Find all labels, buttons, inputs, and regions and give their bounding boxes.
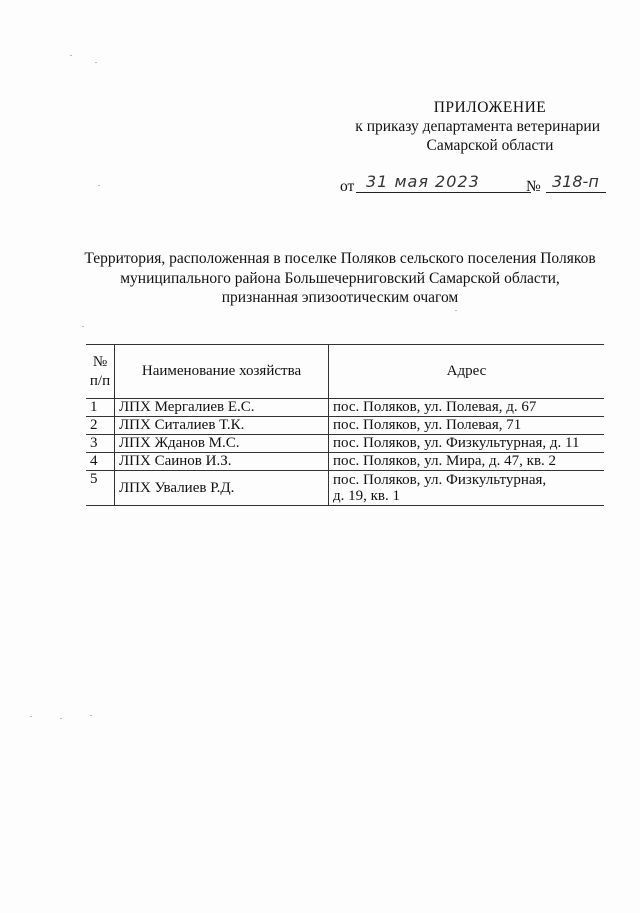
scan-speckle xyxy=(455,310,457,311)
heading-line-1: Территория, расположенная в поселке Поляков сельского поселения Поляков xyxy=(84,250,596,267)
row-number: 2 xyxy=(86,417,115,435)
row-address: пос. Поляков, ул. Физкультурная, д. 11 xyxy=(329,435,605,453)
row-farm-name: ЛПХ Увалиев Р.Д. xyxy=(115,471,329,506)
scan-speckle xyxy=(82,326,84,327)
row-address: пос. Поляков, ул. Мира, д. 47, кв. 2 xyxy=(329,453,605,471)
scan-speckle xyxy=(70,55,72,56)
row-farm-name: ЛПХ Мергалиев Е.С. xyxy=(115,399,329,417)
header-number-pp: п/п xyxy=(89,372,111,389)
row-number: 3 xyxy=(86,435,115,453)
table-row xyxy=(86,453,604,471)
table-row xyxy=(86,399,604,417)
order-date-handwritten: 31 мая 2023 xyxy=(356,172,531,193)
row-farm-name: ЛПХ Ситалиев Т.К. xyxy=(115,417,329,435)
row-number: 5 xyxy=(86,471,115,506)
header-address: Адрес xyxy=(329,345,605,399)
scan-speckle xyxy=(95,62,97,63)
header-number xyxy=(86,345,115,399)
document-heading xyxy=(70,249,610,308)
appendix-order-reference: к приказу департамента ветеринарии xyxy=(355,118,600,135)
row-address: пос. Поляков, ул. Полевая, д. 67 xyxy=(329,399,605,417)
scan-speckle xyxy=(98,185,100,186)
row-number: 1 xyxy=(86,399,115,417)
row-number: 4 xyxy=(86,453,115,471)
table-row xyxy=(86,435,604,453)
appendix-title: ПРИЛОЖЕНИЕ xyxy=(433,99,547,116)
header-number-sign: № xyxy=(92,353,108,370)
scan-speckle xyxy=(30,716,32,717)
row-farm-name: ЛПХ Жданов М.С. xyxy=(115,435,329,453)
table-row xyxy=(86,471,604,506)
table-row xyxy=(86,417,604,435)
scan-speckle xyxy=(90,715,92,716)
row-address xyxy=(329,471,605,506)
appendix-region: Самарской области xyxy=(426,137,554,154)
row-address: пос. Поляков, ул. Полевая, 71 xyxy=(329,417,605,435)
appendix-header xyxy=(340,99,620,155)
heading-line-3: признанная эпизоотическим очагом xyxy=(221,289,459,306)
order-from-label: от xyxy=(340,178,355,195)
row-farm-name: ЛПХ Саинов И.З. xyxy=(115,453,329,471)
scan-speckle xyxy=(60,718,62,719)
row-address-line-1: пос. Поляков, ул. Физкультурная, xyxy=(333,472,547,488)
header-farm-name: Наименование хозяйства xyxy=(115,345,329,399)
heading-line-2: муниципального района Большечерниговский Самарской области, xyxy=(120,269,560,287)
order-date-number-line xyxy=(340,172,610,198)
order-number-label: № xyxy=(526,178,541,195)
order-number-handwritten: 318-п xyxy=(546,172,606,193)
row-address-line-2: д. 19, кв. 1 xyxy=(333,488,401,504)
farms-table xyxy=(86,344,604,506)
table-header-row xyxy=(86,345,604,399)
